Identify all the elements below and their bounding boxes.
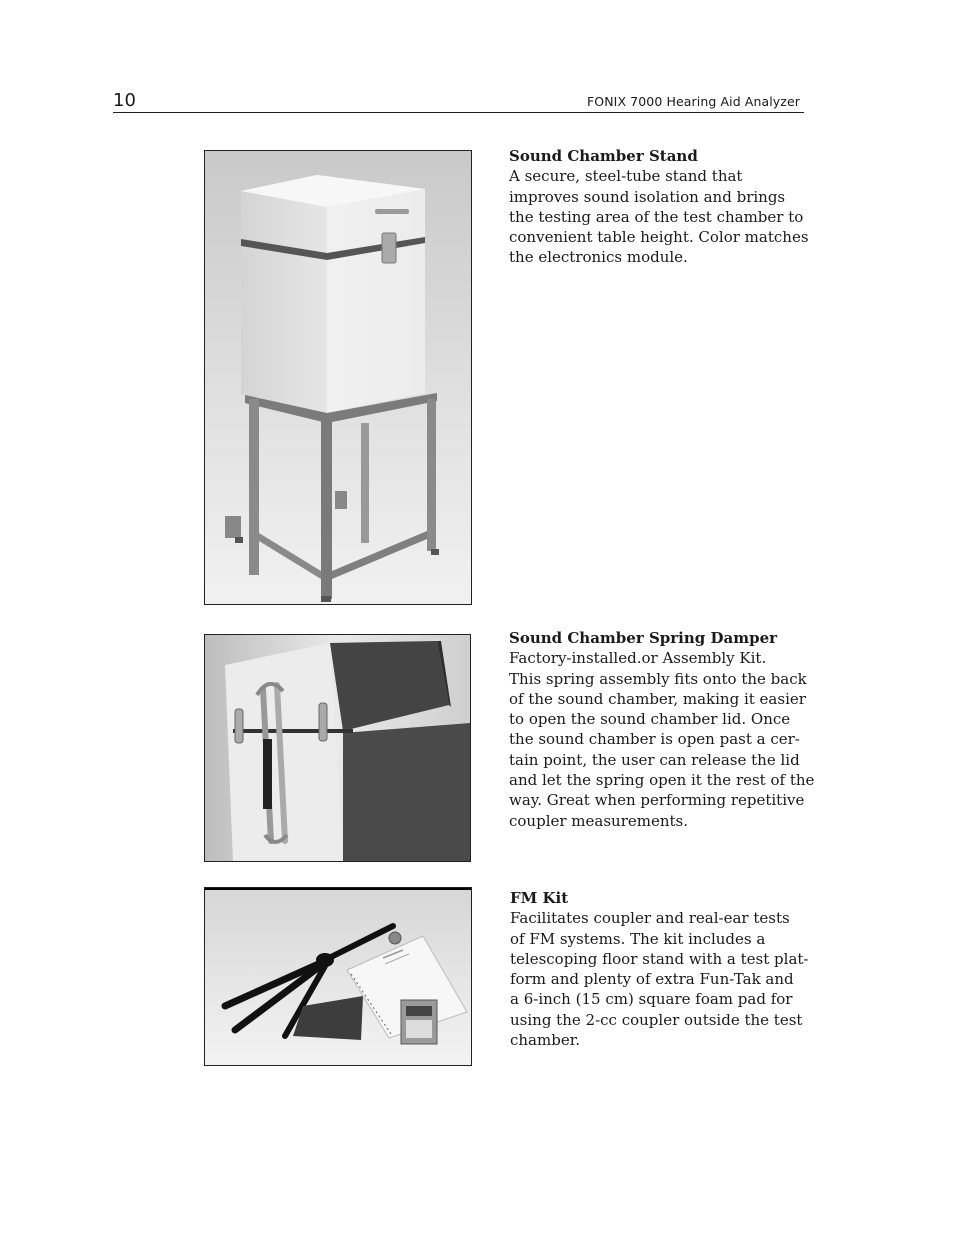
entry-line: and let the spring open it the rest of the: [509, 771, 815, 790]
fm-kit-photo: [204, 887, 472, 1066]
entry-line: chamber.: [510, 1031, 580, 1050]
entry-line: tain point, the user can release the lid: [509, 750, 800, 769]
entry-line: of the sound chamber, making it easier: [509, 689, 806, 708]
spring-damper-photo-icon: [205, 635, 470, 861]
running-title: FONIX 7000 Hearing Aid Analyzer: [586, 94, 800, 109]
entry-line: to open the sound chamber lid. Once: [509, 710, 791, 729]
entry-line: a 6-inch (15 cm) square foam pad for: [510, 990, 793, 1009]
entry-line: way. Great when performing repetitive: [509, 791, 805, 810]
entry-line: Factory-installed.or Assembly Kit.: [509, 649, 767, 668]
entry-line: improves sound isolation and brings: [509, 187, 786, 206]
page-number: 10: [113, 90, 136, 111]
entry-line: the electronics module.: [509, 248, 688, 267]
entry-heading: FM Kit: [510, 889, 569, 907]
entry-line: form and plenty of extra Fun-Tak and: [510, 970, 794, 989]
entry-line: convenient table height. Color matches: [509, 228, 809, 247]
sound-chamber-on-stand-photo-icon: [205, 151, 471, 604]
entry-line: This spring assembly fits onto the back: [509, 669, 807, 688]
page-header: [113, 90, 804, 113]
spring-damper-photo: [204, 634, 471, 862]
sound-chamber-stand-photo: [204, 150, 472, 605]
entry-heading: Sound Chamber Stand: [509, 147, 698, 165]
entry-heading: Sound Chamber Spring Damper: [509, 629, 778, 647]
entry-line: using the 2-cc coupler outside the test: [510, 1010, 803, 1029]
entry-sound-chamber-stand: [509, 146, 809, 268]
entry-line: the sound chamber is open past a cer-: [509, 730, 800, 749]
entry-line: telescoping floor stand with a test plat-: [510, 949, 809, 968]
fm-kit-photo-icon: [205, 888, 471, 1065]
entry-line: the testing area of the test chamber to: [509, 207, 804, 226]
entry-line: of FM systems. The kit includes a: [510, 929, 766, 948]
entry-line: coupler measurements.: [509, 811, 689, 830]
entry-line: A secure, steel-tube stand that: [509, 167, 743, 186]
entry-sound-chamber-spring-damper: [509, 628, 815, 831]
entry-fm-kit: [510, 888, 810, 1050]
entry-line: Facilitates coupler and real-ear tests: [510, 909, 790, 928]
